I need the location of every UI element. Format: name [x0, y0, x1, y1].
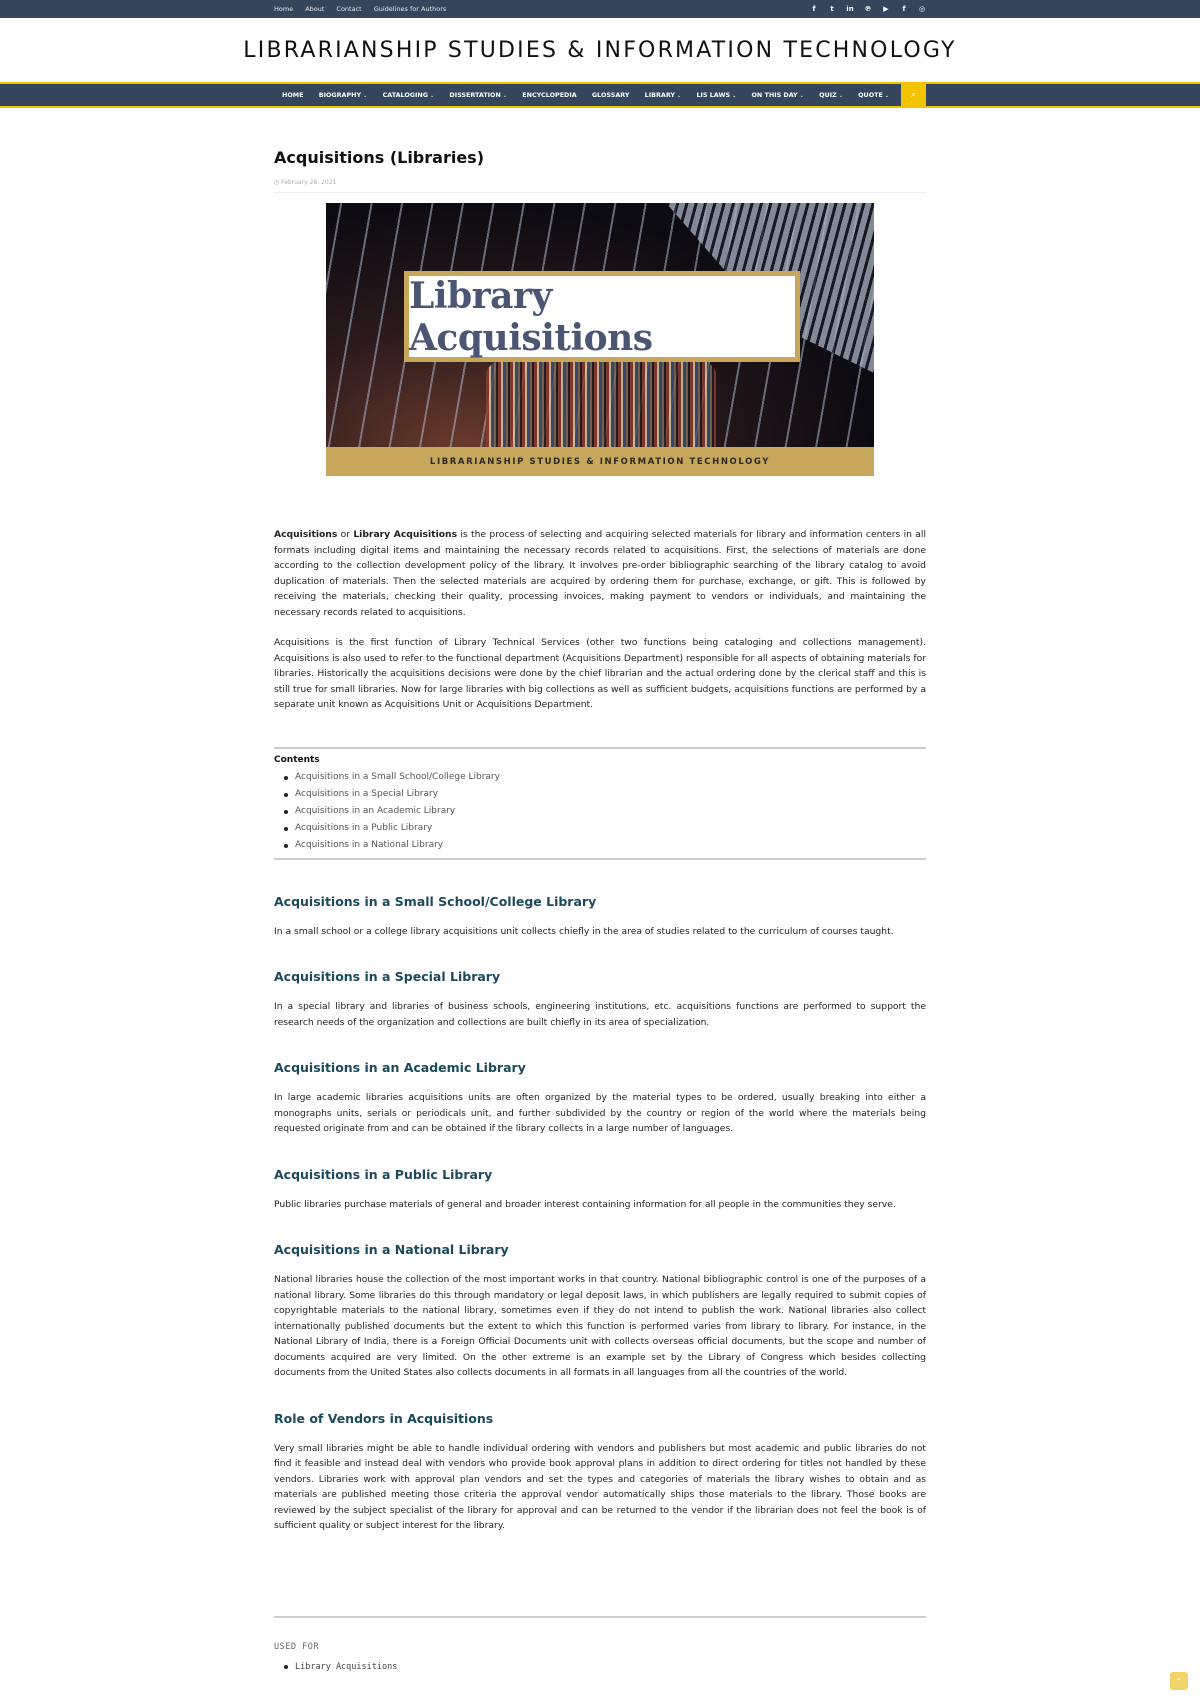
nav-item-quiz[interactable] — [811, 91, 850, 99]
section-academic — [274, 1060, 926, 1137]
post-content — [274, 148, 926, 1674]
divider — [274, 1616, 926, 1618]
site-title[interactable]: LIBRARIANSHIP STUDIES & INFORMATION TECHNOLOGY — [243, 37, 957, 63]
facebook-icon[interactable]: f — [812, 5, 816, 13]
nav-item-glossary[interactable] — [584, 91, 637, 99]
hero-headline-frame — [404, 271, 800, 362]
section-public — [274, 1167, 926, 1213]
post-date — [274, 179, 926, 193]
intro-term: Acquisitions — [274, 529, 338, 540]
youtube-icon[interactable]: ▶ — [883, 5, 889, 13]
section-heading: Acquisitions in a Special Library — [274, 969, 501, 984]
hero-image — [326, 203, 874, 476]
section-heading: Acquisitions in a National Library — [274, 1242, 509, 1257]
intro-text: is the process of selecting and acquiring selected materials for library and information centers in all formats including digital items and maintaining the necessary records related to acquisitions. First, the selections of materials are done according to the collection development policy of the library. It involves pre-order bibliographic searching of the library catalog to avoid duplication of materials. Then the selected materials are acquired by ordering them for purchase, exchange, or gift. This is followed by receiving the materials, checking their quality, processing invoices, making payment to vendors or individuals, and maintaining the necessary records related to acquisitions. — [274, 529, 926, 618]
nav-item-label: DISSERTATION — [449, 91, 501, 99]
top-link-home[interactable]: Home — [274, 5, 294, 13]
section-heading: Acquisitions in a Small School/College Library — [274, 893, 597, 909]
section-national — [274, 1242, 926, 1381]
hero-strip-text: LIBRARIANSHIP STUDIES & INFORMATION TECHNOLOGY — [429, 456, 771, 467]
chevron-down-icon: ⌄ — [363, 93, 368, 99]
section-body: In large academic libraries acquisitions units are often organized by the material types to be ordered, usually breaking into either a monographs units, serials or periodicals unit, and further subdivided by the country or region of the world where the materials being requested originate from and can be obtained if the library collects in a large number of languages. — [274, 1092, 926, 1134]
nav-item-label: GLOSSARY — [591, 91, 630, 99]
toc-title: Contents — [274, 754, 320, 765]
chevron-down-icon: ⌄ — [838, 93, 843, 99]
nav-item-label: ENCYCLOPEDIA — [522, 91, 577, 99]
intro-paragraph — [274, 527, 926, 620]
nav-item-label: BIOGRAPHY — [318, 91, 362, 99]
nav-item-dissertation[interactable] — [442, 91, 515, 99]
instagram-icon[interactable]: ◎ — [918, 5, 926, 13]
nav-item-library[interactable] — [637, 91, 689, 99]
chevron-down-icon: ⌄ — [502, 93, 508, 99]
section-body: In a special library and libraries of business schools, engineering institutions, etc. acquisitions functions are performed to support the research needs of the organization and collections are built chiefly in its area of specialization. — [274, 1001, 926, 1028]
nav-item-cataloging[interactable] — [375, 91, 442, 99]
used-for-label: USED FOR — [274, 1641, 319, 1652]
toc-item[interactable]: Acquisitions in a Small School/College Library — [284, 769, 926, 786]
intro-term: Library Acquisitions — [353, 529, 458, 540]
section-heading: Acquisitions in a Public Library — [274, 1166, 493, 1182]
pinterest-icon[interactable]: ℗ — [864, 5, 872, 13]
nav-item-label: ON THIS DAY — [751, 91, 798, 99]
chevron-down-icon: ⌄ — [884, 93, 890, 99]
toc-item[interactable]: Acquisitions in a Special Library — [284, 786, 926, 803]
social-icons — [810, 5, 926, 13]
search-button[interactable] — [901, 82, 926, 108]
twitter-icon[interactable]: t — [830, 5, 834, 13]
hero-headline: Library Acquisitions — [409, 274, 653, 359]
clock-icon: ◷ — [274, 179, 282, 186]
chevron-down-icon: ⌄ — [732, 93, 737, 99]
search-icon: ⌕ — [910, 90, 917, 100]
section-body: Public libraries purchase materials of general and broader interest containing information for all people in the communities they serve. — [274, 1198, 896, 1210]
nav-item-label: CATALOGING — [382, 91, 429, 99]
nav-item-lis-laws[interactable] — [689, 91, 744, 99]
nav-item-on-this-day[interactable] — [744, 91, 812, 99]
main-nav — [0, 82, 1200, 108]
top-link-about[interactable]: About — [305, 5, 325, 13]
toc-item[interactable]: Acquisitions in an Academic Library — [284, 803, 926, 820]
facebook-icon[interactable]: f — [902, 5, 906, 13]
linkedin-icon[interactable]: in — [846, 5, 854, 13]
section-heading: Acquisitions in an Academic Library — [274, 1060, 526, 1075]
top-link-guidelines[interactable]: Guidelines for Authors — [373, 5, 447, 13]
section-small-school — [274, 894, 926, 940]
nav-item-encyclopedia[interactable] — [515, 91, 585, 99]
nav-item-label: QUOTE — [858, 91, 883, 99]
toc-item[interactable]: Acquisitions in a National Library — [284, 837, 926, 854]
top-bar — [0, 0, 1200, 18]
nav-item-biography[interactable] — [311, 91, 375, 99]
back-to-top-button[interactable] — [1170, 1672, 1188, 1690]
nav-item-label: HOME — [282, 91, 304, 99]
used-for-list — [274, 1660, 926, 1674]
nav-item-quote[interactable] — [851, 91, 897, 99]
chevron-up-icon: ⌃ — [1175, 1676, 1183, 1686]
section-vendors — [274, 1411, 926, 1534]
page-title: Acquisitions (Libraries) — [274, 148, 485, 167]
post-date-text: February 26, 2021 — [281, 179, 337, 186]
table-of-contents — [274, 747, 926, 860]
used-for-item[interactable]: Library Acquisitions — [284, 1660, 926, 1674]
chevron-down-icon: ⌄ — [430, 93, 435, 99]
paragraph: Acquisitions is the first function of Library Technical Services (other two functions being cataloging and collections management). Acquisitions is also used to refer to the functional department (Acquisitions Department) responsible for all aspects of obtaining materials for libraries. Historically the acquisitions decisions were done by the chief librarian and the actual ordering done by the clerical staff and this is still true for small libraries. Now for large libraries with big collections as well as sufficient budgets, acquisitions functions are performed by a separate unit known as Acquisitions Unit or Acquisitions Department. — [274, 637, 926, 710]
section-body: In a small school or a college library acquisitions unit collects chiefly in the area of studies related to the curriculum of courses taught. — [274, 925, 894, 937]
top-links — [274, 5, 446, 13]
section-body: National libraries house the collection of the most important works in that country. National bibliographic control is one of the purposes of a national library. Some libraries do this through mandatory or legal deposit laws, in which publishers are legally required to submit copies of copyrightable materials to the national library, sometimes even if they do not intend to publish the work. National libraries also collect internationally published documents but the extent to which this function is performed varies from library to library. For instance, in the National Library of India, there is a Foreign Official Documents unit with collects overseas official documents, but the scope and number of documents acquired are very limited. On the other extreme is an example set by the Library of Congress which besides collecting documents from the United States also collects documents in all formats in all languages from all the countries of the world. — [274, 1274, 926, 1378]
nav-item-home[interactable] — [274, 91, 311, 99]
nav-item-label: QUIZ — [819, 91, 837, 99]
toc-item[interactable]: Acquisitions in a Public Library — [284, 820, 926, 837]
nav-item-label: LIBRARY — [644, 91, 676, 99]
nav-item-label: LIS LAWS — [696, 91, 731, 99]
section-body: Very small libraries might be able to handle individual ordering with vendors and publishers but most academic and public libraries do not find it feasible and instead deal with vendors who provide book approval plans in addition to direct ordering for titles not handled by these vendors. Libraries work with approval plan vendors and set the types and categories of materials the library wishes to obtain and as materials are published meeting those criteria the approval vendor automatically ships those materials to the library. Those books are reviewed by the subject specialist of the library for approval and can be returned to the vendor if the librarian does not feel the book is of sufficient quality or subject interest for the library. — [274, 1442, 926, 1531]
toc-list — [274, 769, 926, 854]
intro-connector: or — [337, 529, 354, 540]
chevron-down-icon: ⌄ — [799, 93, 804, 99]
section-heading: Role of Vendors in Acquisitions — [274, 1410, 494, 1426]
hero-strip — [326, 447, 874, 476]
site-header — [0, 18, 1200, 82]
top-link-contact[interactable]: Contact — [336, 5, 362, 13]
section-special — [274, 969, 926, 1030]
chevron-down-icon: ⌄ — [677, 93, 682, 99]
